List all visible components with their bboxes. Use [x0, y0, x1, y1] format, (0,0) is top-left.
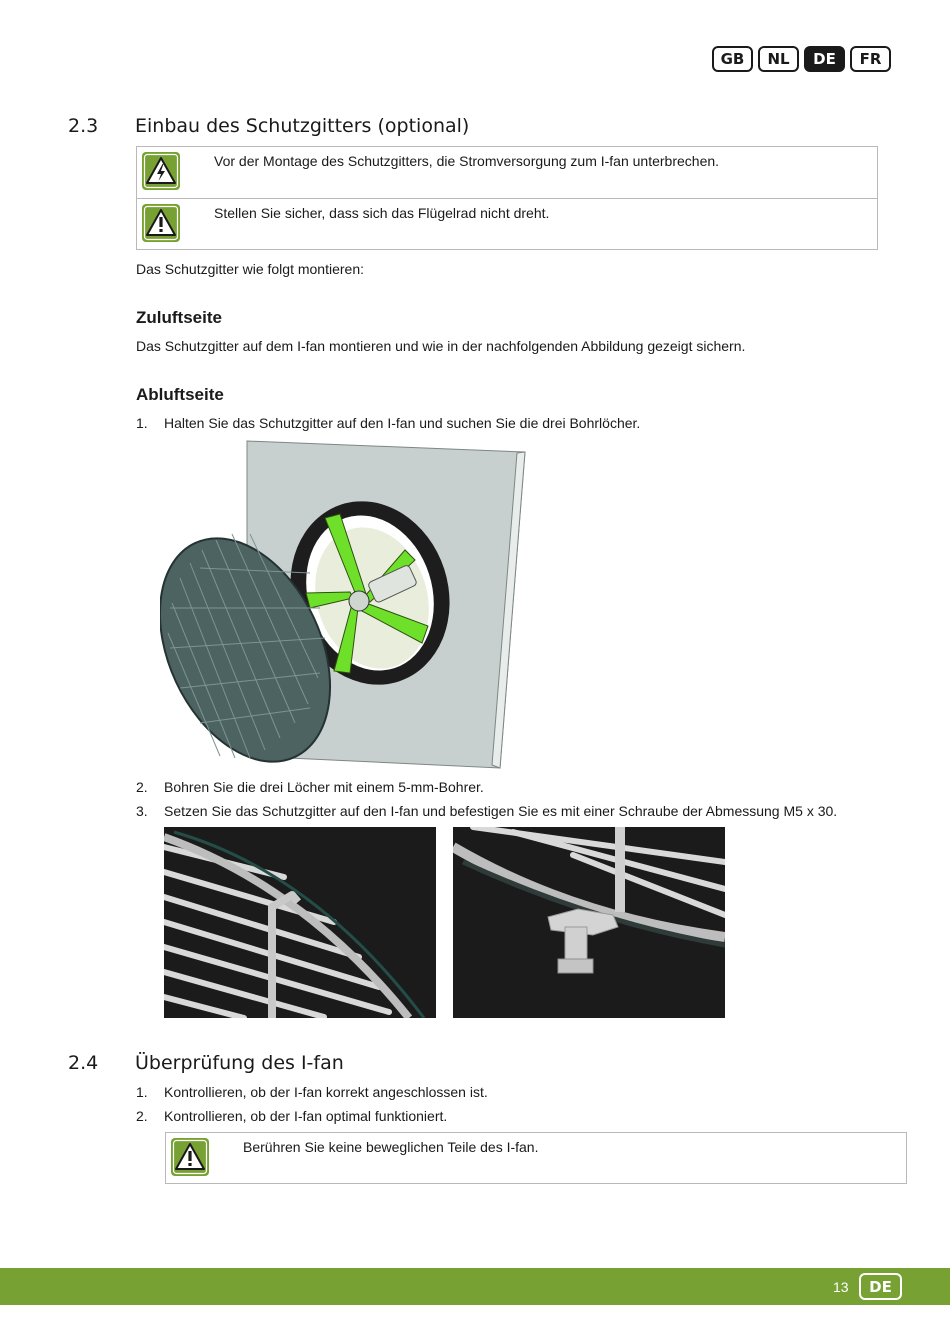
- language-tabs: [712, 46, 891, 72]
- page-number: 13: [833, 1279, 849, 1295]
- lang-tab-nl[interactable]: NL: [758, 46, 799, 72]
- warning-text: Vor der Montage des Schutzgitters, die Stromversorgung zum I-fan unterbrechen.: [214, 153, 720, 169]
- warning-row: [137, 198, 877, 249]
- section-title: Überprüfung des I-fan: [135, 1052, 344, 1074]
- warning-box: [136, 146, 878, 250]
- section-title: Einbau des Schutzgitters (optional): [135, 115, 470, 137]
- warning-box: [165, 1132, 907, 1184]
- lang-tab-de[interactable]: DE: [804, 46, 845, 72]
- section-number: 2.3: [68, 115, 99, 137]
- fan-grille-illustration: [160, 438, 530, 770]
- intro-text: Das Schutzgitter wie folgt montieren:: [136, 261, 364, 277]
- screw-detail-image: [453, 827, 725, 1018]
- warning-text: Berühren Sie keine beweglichen Teile des I-fan.: [243, 1139, 539, 1155]
- caution-icon: [142, 204, 180, 242]
- lang-tab-fr[interactable]: FR: [850, 46, 891, 72]
- lang-tab-gb[interactable]: GB: [712, 46, 753, 72]
- warning-text: Stellen Sie sicher, dass sich das Flügelrad nicht dreht.: [214, 205, 550, 221]
- section-number: 2.4: [68, 1052, 99, 1074]
- zuluft-text: Das Schutzgitter auf dem I-fan montieren und wie in der nachfolgenden Abbildung gezeigt sichern.: [136, 338, 746, 354]
- abluft-heading: Abluftseite: [136, 385, 224, 404]
- warning-row: [166, 1133, 906, 1183]
- grille-detail-image: [164, 827, 436, 1018]
- warning-row: [137, 147, 877, 198]
- footer-language-badge: DE: [859, 1273, 902, 1300]
- electric-hazard-icon: [142, 152, 180, 190]
- footer-bar: [0, 1268, 950, 1305]
- zuluft-heading: Zuluftseite: [136, 308, 222, 327]
- caution-icon: [171, 1138, 209, 1176]
